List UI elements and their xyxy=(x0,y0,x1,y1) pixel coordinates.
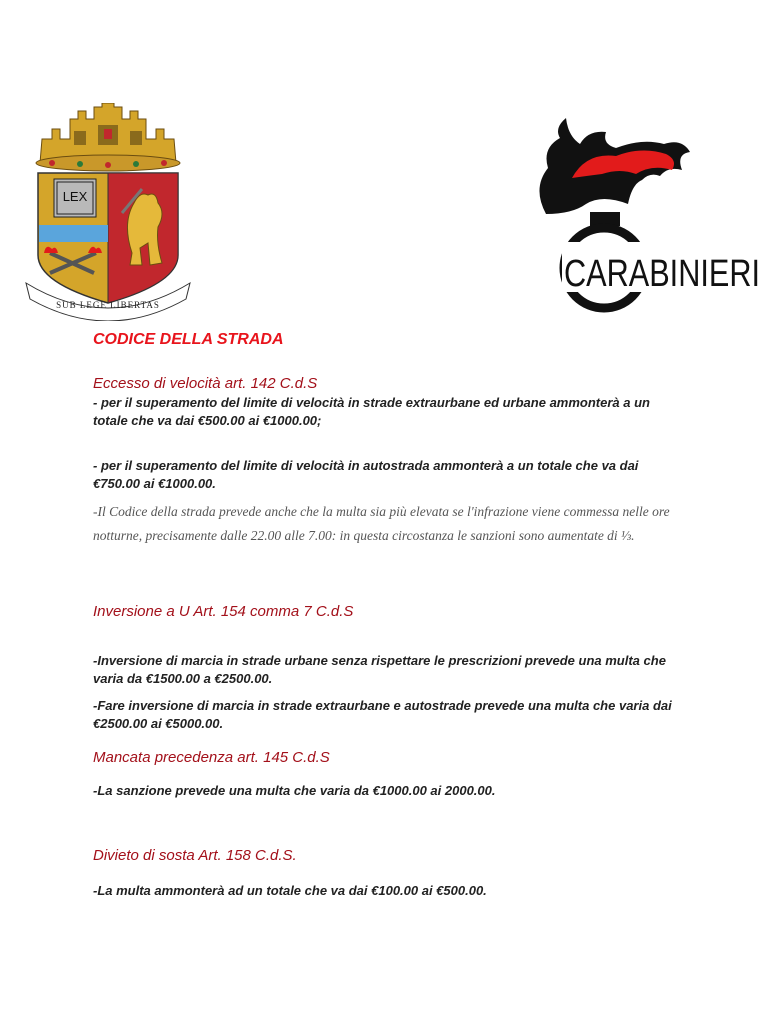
speeding-paragraph-highway: - per il superamento del limite di velocità in autostrada ammonterà a un totale che va dai €750.00 ai €1000.00. xyxy=(93,458,639,491)
book-icon xyxy=(54,179,96,217)
uturn-paragraph-extraurban: -Fare inversione di marcia in strade extraurbane e autostrade prevede una multa che varia dai €2500.00 ai €5000.00. xyxy=(93,698,672,731)
flame-icon xyxy=(539,118,690,214)
svg-text:CARABINIERI: CARABINIERI xyxy=(564,253,760,295)
section-heading-speeding: Eccesso di velocità art. 142 C.d.S xyxy=(93,375,318,392)
carabinieri-logo xyxy=(532,118,764,318)
uturn-paragraph-urban: -Inversione di marcia in strade urbane senza rispettare le prescrizioni prevede una multa che varia da €1500.00 a €2500.00. xyxy=(93,653,666,686)
crown-icon xyxy=(36,103,180,171)
section-heading-uturn: Inversione a U Art. 154 comma 7 C.d.S xyxy=(93,603,354,620)
precedence-paragraph: -La sanzione prevede una multa che varia da €1000.00 ai 2000.00. xyxy=(93,783,496,798)
parking-paragraph: -La multa ammonterà ad un totale che va dai €100.00 ai €500.00. xyxy=(93,883,487,898)
page-title: CODICE DELLA STRADA xyxy=(93,331,284,348)
section-heading-precedence: Mancata precedenza art. 145 C.d.S xyxy=(93,749,330,766)
speeding-night-note: -Il Codice della strada prevede anche che la multa sia più elevata se l'infrazione viene commessa nelle ore notturne, precisamente dalle 22.00 alle 7.00: in questa circostanza le sanzioni sono aumentate di ⅓. xyxy=(93,504,670,543)
police-emblem-logo xyxy=(22,103,194,321)
section-heading-parking: Divieto di sosta Art. 158 C.d.S. xyxy=(93,847,297,864)
speeding-paragraph-urban: - per il superamento del limite di velocità in strade extraurbane ed urbane ammonterà a un totale che va dai €500.00 ai €1000.00; xyxy=(93,395,650,428)
svg-text:LEX: LEX xyxy=(62,189,88,204)
svg-text:SUB LEGE LIBERTAS: SUB LEGE LIBERTAS xyxy=(56,300,160,310)
